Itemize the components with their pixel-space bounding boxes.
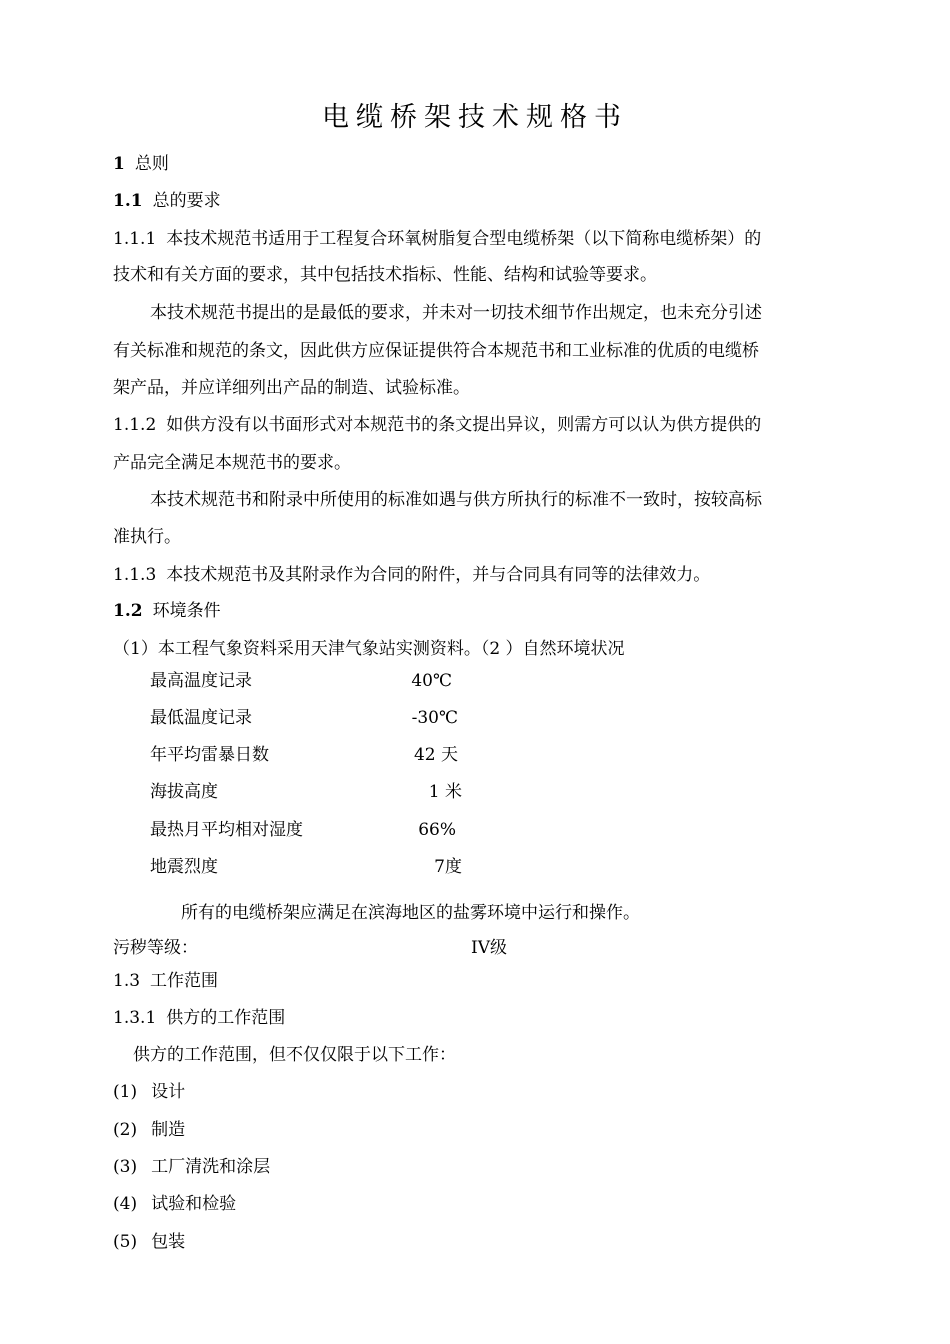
section-number: 1 xyxy=(113,154,125,174)
list-item-text: 工厂清洗和涂层 xyxy=(151,1157,271,1177)
salt-fog-note: 所有的电缆桥架应满足在滨海地区的盐雾环境中运行和操作。 xyxy=(181,903,640,923)
paragraph-min-line2: 有关标准和规范的条文，因此供方应保证提供符合本规范书和工业标准的优质的电缆桥 xyxy=(113,341,759,361)
env-label: 最热月平均相对湿度 xyxy=(150,820,303,840)
env-label: 年平均雷暴日数 xyxy=(150,745,269,765)
paragraph-std-line2: 准执行。 xyxy=(113,527,181,547)
env-label: 最低温度记录 xyxy=(150,708,252,728)
list-item xyxy=(113,1080,185,1104)
list-item-number: (5) xyxy=(113,1232,138,1252)
section-number: 1.2 xyxy=(113,601,143,621)
env-label: 地震烈度 xyxy=(150,857,218,877)
section-1-heading xyxy=(113,152,169,176)
env-value: 66% xyxy=(418,820,456,840)
list-item-text: 设计 xyxy=(151,1082,186,1102)
paragraph-std-line1: 本技术规范书和附录中所使用的标准如遇与供方所执行的标准不一致时，按较高标 xyxy=(150,490,762,510)
env-value: 42 天 xyxy=(413,745,458,765)
pollution-value: IV级 xyxy=(471,938,507,958)
section-1-3-1-heading xyxy=(113,1006,285,1030)
clause-text: 如供方没有以书面形式对本规范书的条文提出异议，则需方可以认为供方提供的 xyxy=(166,415,762,435)
clause-1-1-3 xyxy=(113,563,710,587)
list-item-text: 包装 xyxy=(151,1232,186,1252)
list-item-number: (3) xyxy=(113,1157,138,1177)
clause-text: 本技术规范书适用于工程复合环氧树脂复合型电缆桥架（以下简称电缆桥架）的 xyxy=(166,229,762,249)
section-title: 工作范围 xyxy=(150,971,219,991)
section-1-2-heading xyxy=(113,599,221,623)
list-item-number: (1) xyxy=(113,1082,138,1102)
section-title: 供方的工作范围 xyxy=(166,1008,286,1028)
list-item xyxy=(113,1155,270,1179)
section-title: 总的要求 xyxy=(152,191,221,211)
paragraph-min-line1: 本技术规范书提出的是最低的要求，并未对一切技术细节作出规定，也未充分引述 xyxy=(150,303,762,323)
env-label: 最高温度记录 xyxy=(150,671,252,691)
list-item xyxy=(113,1192,236,1216)
clause-number: 1.1.2 xyxy=(113,415,157,435)
clause-text: 本技术规范书及其附录作为合同的附件，并与合同具有同等的法律效力。 xyxy=(166,565,711,585)
clause-number: 1.1.1 xyxy=(113,229,157,249)
list-item-text: 制造 xyxy=(151,1120,186,1140)
env-value: 7度 xyxy=(434,857,462,877)
list-item-text: 试验和检验 xyxy=(151,1194,237,1214)
section-1-3-heading xyxy=(113,969,218,993)
section-number: 1.3.1 xyxy=(113,1008,157,1028)
section-number: 1.1 xyxy=(113,191,143,211)
clause-1-1-1-line2: 技术和有关方面的要求，其中包括技术指标、性能、结构和试验等要求。 xyxy=(113,265,657,285)
clause-1-1-2-line1 xyxy=(113,413,761,437)
document-title: 电缆桥架技术规格书 xyxy=(322,102,628,133)
clause-1-1-2-line2: 产品完全满足本规范书的要求。 xyxy=(113,453,351,473)
section-1-1-heading xyxy=(113,189,221,213)
list-item-number: (2) xyxy=(113,1120,138,1140)
clause-1-1-1-line1 xyxy=(113,227,761,251)
pollution-label: 污秽等级： xyxy=(113,938,198,958)
scope-intro: 供方的工作范围，但不仅仅限于以下工作： xyxy=(133,1045,456,1065)
list-item xyxy=(113,1118,185,1142)
list-item-number: (4) xyxy=(113,1194,138,1214)
section-title: 总则 xyxy=(134,154,169,174)
env-value: -30℃ xyxy=(411,708,458,728)
list-item xyxy=(113,1230,185,1254)
section-number: 1.3 xyxy=(113,971,141,991)
clause-number: 1.1.3 xyxy=(113,565,157,585)
env-value: 1 米 xyxy=(428,782,462,802)
env-label: 海拔高度 xyxy=(150,782,218,802)
paragraph-min-line3: 架产品，并应详细列出产品的制造、试验标准。 xyxy=(113,378,470,398)
env-value: 40℃ xyxy=(411,671,452,691)
section-title: 环境条件 xyxy=(152,601,221,621)
environment-intro: （1）本工程气象资料采用天津气象站实测资料。（2 ）自然环境状况 xyxy=(113,639,625,659)
